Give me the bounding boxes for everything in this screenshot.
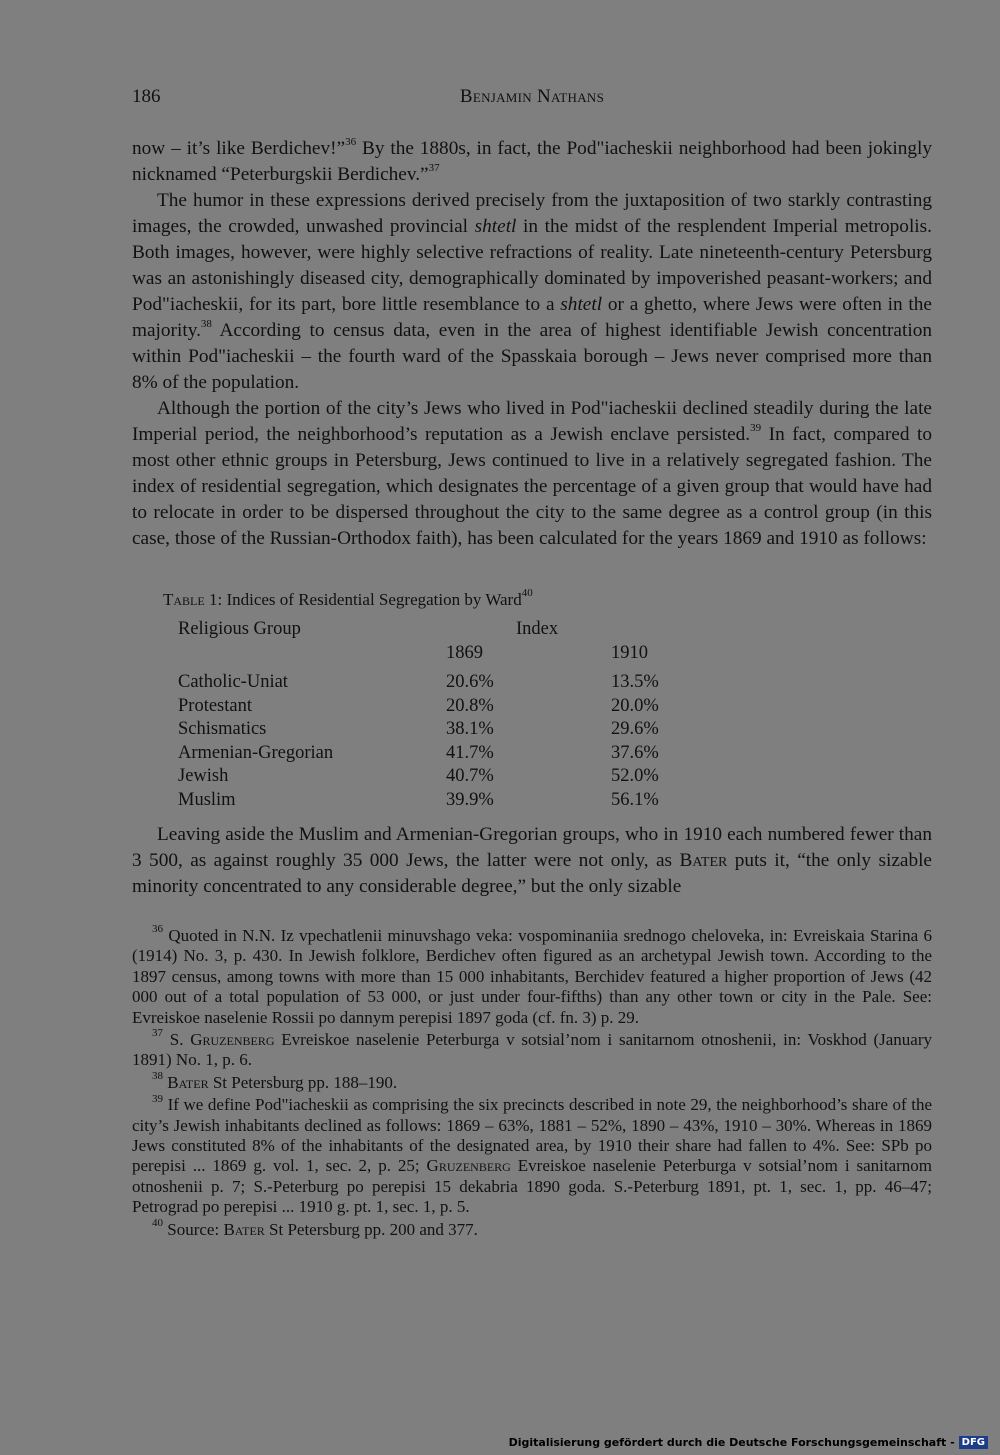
footnotes xyxy=(132,923,933,1242)
table-row: Catholic-Uniat 20.6% 13.5% xyxy=(178,672,659,693)
year-1869: 1869 xyxy=(446,642,483,663)
year-1910: 1910 xyxy=(611,642,648,663)
digitization-footer xyxy=(509,1436,988,1449)
paragraph: The humor in these expressions derived precisely from the juxtaposition of two starkly contrasting images, the crowded, unwashed provincial shtetl in the midst of the resplendent Imperial metropolis. Both images, however, were highly selective refractions of reality. Late nineteenth-century Petersburg was an astonishingly diseased city, demographically dominated by impoverished peasant-workers; and Pod"iacheskii, for its part, bore little resemblance to a shtetl or a ghetto, where Jews were often in the majority.$^{38}$ According to census data, even in the area of highest identifiable Jewish concentration within Pod"iacheskii – the fourth ward of the Spasskaia borough – Jews never comprised more than 8% of the population. xyxy=(132,190,932,393)
table-row: Schismatics 38.1% 29.6% xyxy=(178,719,659,740)
paragraph: now – it’s like Berdichev!”$^{36}$ By the 1880s, in fact, the Pod"iacheskii neighborhood had been jokingly nicknamed “Peterburgskii Berdichev.”$^{37}$ xyxy=(132,135,933,185)
segregation-table xyxy=(178,618,701,812)
paragraph: Although the portion of the city’s Jews who lived in Pod"iacheskii declined steadily during the late Imperial period, the neighborhood’s reputation as a Jewish enclave persisted.$^{39}$ In fact, compared to most other ethnic groups in Petersburg, Jews continued to live in a relatively segregated fashion. The index of residential segregation, which designates the percentage of a given group that would have had to relocate in order to be dispersed throughout the city to the same degree as a control group (in this case, those of the Russian-Orthodox faith), has been calculated for the years 1869 and 1910 as follows: xyxy=(132,398,933,549)
footnote-ref[interactable]: 38 xyxy=(200,317,212,330)
footnote-ref[interactable]: 39 xyxy=(750,421,762,434)
footnote-36: $^{36}$ Quoted in N.N. Iz vpechatlenii minuvshago veka: vospominaniia srednogo cheloveka, in: Evreiskaia Starina 6 (1914) No. 3, p. 430. In Jewish folklore, Berdichev often figured as an archetypal Jewish town. According to the 1897 census, among towns with more than 15 000 inhabitants, Berchidev featured a higher proportion of Jews (42 000 out of a total population of 53 000, or just under four-fifths) than any other town or city in the Pale. See: Evreiskoe naselenie Rossii po dannym perepisi 1897 goda (cf. fn. 3) p. 29. xyxy=(132,923,932,1027)
paragraph: Leaving aside the Muslim and Armenian-Gregorian groups, who in 1910 each numbered fewer than 3 500, as against roughly 35 000 Jews, the latter were not only, as Bater puts it, “the only sizable minority concentrated to any considerable degree,” but the only sizable xyxy=(132,824,932,897)
footer-text: Digitalisierung gefördert durch die Deutsche Forschungsgemeinschaft - xyxy=(508,1436,955,1449)
table-row: Jewish 40.7% 52.0% xyxy=(178,766,659,787)
footnote-38: $^{38}$ Bater St Petersburg pp. 188–190. xyxy=(152,1070,398,1092)
table-year-row xyxy=(178,642,701,666)
page-number: 186 xyxy=(132,86,161,107)
footnote-40: $^{40}$ Source: Bater St Petersburg pp. 200 and 377. xyxy=(152,1217,478,1239)
body-text-bottom xyxy=(132,822,932,900)
running-head-author: Benjamin Nathans xyxy=(459,86,605,107)
table-caption: Table 1: Indices of Residential Segregation by Ward$^{40}$ xyxy=(163,587,533,609)
table-header-row xyxy=(178,618,701,642)
dfg-logo: DFG xyxy=(959,1436,988,1449)
footnote-ref[interactable]: 40 xyxy=(521,587,533,600)
column-header-index: Index xyxy=(516,619,559,640)
footnote-37: $^{37}$ S. Gruzenberg Evreiskoe naselenie Peterburga v sotsial’nom i sanitarnom otnoshenii, in: Voskhod (January 1891) No. 1, p. 6. xyxy=(132,1027,932,1070)
footnote-ref[interactable]: 37 xyxy=(428,161,440,174)
table-row: Protestant 20.8% 20.0% xyxy=(178,695,659,716)
running-header xyxy=(132,86,932,110)
table-row: Armenian-Gregorian 41.7% 37.6% xyxy=(178,742,659,763)
footnote-39: $^{39}$ If we define Pod"iacheskii as comprising the six precincts described in note 29, the neighborhood’s share of the city’s Jewish inhabitants declined as follows: 1869 – 63%, 1881 – 52%, 1890 – 43%, 1910 – 30%. Whereas in 1869 Jews constituted 8% of the inhabitants of the designated area, by 1910 their share had fallen to 4%. See: SPb po perepisi ... 1869 g. vol. 1, sec. 2, p. 25; Gruzenberg Evreiskoe naselenie Peterburga v sotsial’nom i sanitarnom otnoshenii p. 7; S.-Peterburg po perepisi 15 dekabria 1890 goda. S.-Peterburg 1891, pt. 1, sec. 1, pp. 46–47; Petrograd po perepisi ... 1910 g. pt. 1, sec. 1, p. 5. xyxy=(132,1092,933,1217)
body-text-top xyxy=(132,136,932,552)
table-row: Muslim 39.9% 56.1% xyxy=(178,789,659,810)
column-header-group: Religious Group xyxy=(178,619,301,640)
footnote-ref[interactable]: 36 xyxy=(345,135,357,148)
